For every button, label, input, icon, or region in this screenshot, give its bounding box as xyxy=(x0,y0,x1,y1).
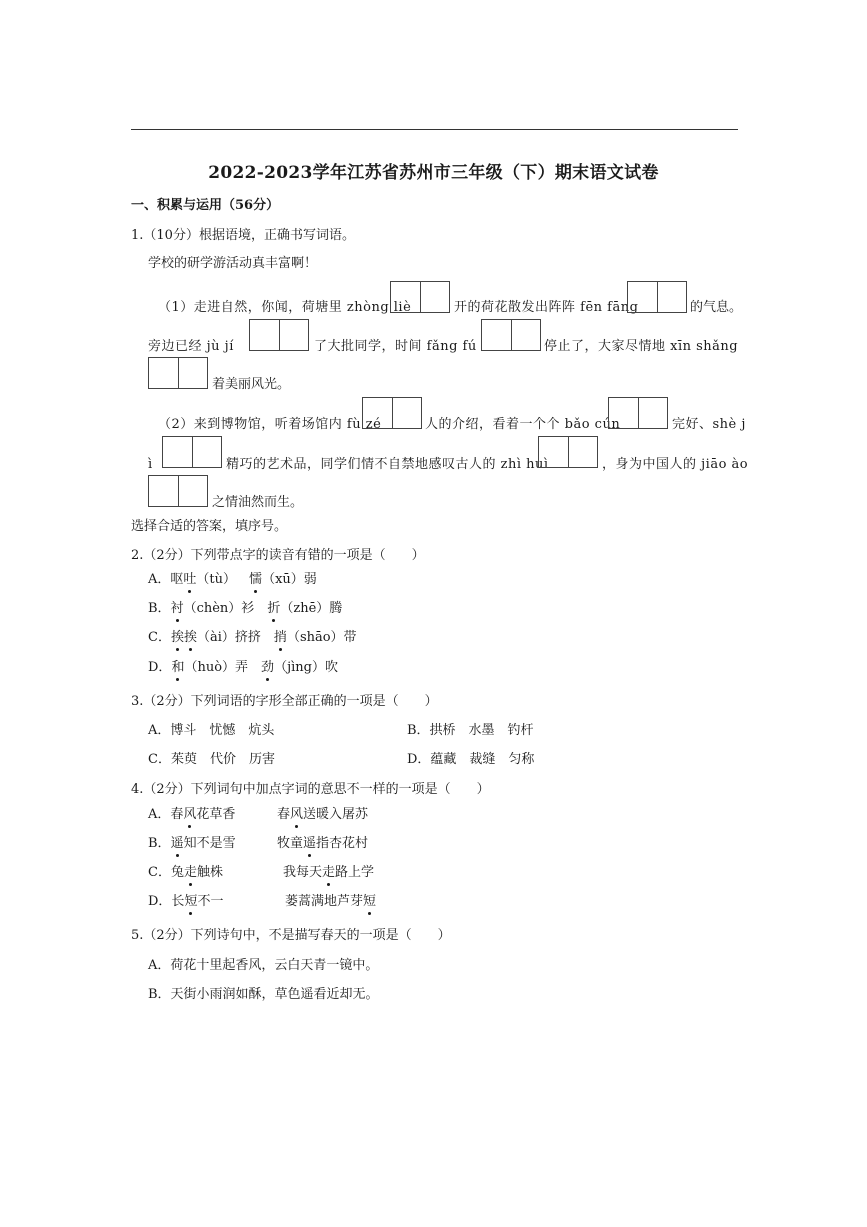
answer-box[interactable] xyxy=(162,436,222,468)
q5-option-b[interactable]: B．天街小雨润如酥，草色遥看近却无。 xyxy=(148,987,379,1002)
q3-option-a[interactable]: A．博斗 忧憾 炕头 xyxy=(148,723,275,738)
q1-text: 之情油然而生。 xyxy=(212,495,304,510)
q2-option-a[interactable]: A．呕吐（tù） 懦（xū）弱 xyxy=(148,570,317,590)
q1-intro: 学校的研学游活动真丰富啊！ xyxy=(148,256,318,271)
q4-heading: 4.（2分）下列词句中加点字词的意思不一样的一项是（ ） xyxy=(131,782,490,797)
q2-heading: 2.（2分）下列带点字的读音有错的一项是（ ） xyxy=(131,548,425,563)
q1-text: ì xyxy=(148,457,153,472)
q4-option-a[interactable]: A．春风花草香 春风送暖入屠苏 xyxy=(148,805,368,825)
q4-option-b[interactable]: B．遥知不是雪 牧童遥指杏花村 xyxy=(148,834,368,854)
q1-text: ，身为中国人的 jiāo ào xyxy=(602,457,749,472)
q4-option-c[interactable]: C．兔走触株 我每天走路上学 xyxy=(148,863,374,883)
q2-option-b[interactable]: B．衬（chèn）衫 折（zhē）腾 xyxy=(148,599,342,619)
q1-text: 停止了，大家尽情地 xīn shǎng xyxy=(544,339,739,354)
section-heading: 一、积累与运用（56分） xyxy=(131,198,280,213)
q5-heading: 5.（2分）下列诗句中，不是描写春天的一项是（ ） xyxy=(131,928,451,943)
q1-text: 了大批同学，时间 fǎng fú xyxy=(314,339,477,354)
q1-text: 精巧的艺术品，同学们情不自禁地感叹古人的 zhì huì xyxy=(226,457,549,472)
header-rule xyxy=(131,129,738,130)
answer-box[interactable] xyxy=(627,281,687,313)
q1-text: （2）来到博物馆，听着场馆内 fù zé xyxy=(158,417,382,432)
answer-box[interactable] xyxy=(390,281,450,313)
q1-text: （1）走进自然，你闻，荷塘里 zhòng liè xyxy=(158,300,412,315)
answer-box[interactable] xyxy=(249,319,309,351)
q2-option-c[interactable]: C．挨挨（ài）挤挤 捎（shāo）带 xyxy=(148,628,357,648)
q3-option-b[interactable]: B．拱桥 水墨 钓杆 xyxy=(407,723,534,738)
q1-text: 完好、shè j xyxy=(672,417,746,432)
answer-box[interactable] xyxy=(608,397,668,429)
q1-text: 人的介绍，看着一个个 bǎo cún xyxy=(425,417,621,432)
q1-text: 开的荷花散发出阵阵 fēn fāng xyxy=(454,300,639,315)
q1-heading: 1.（10分）根据语境，正确书写词语。 xyxy=(131,228,355,243)
answer-box[interactable] xyxy=(362,397,422,429)
q2-option-d[interactable]: D．和（huò）弄 劲（jìng）吹 xyxy=(148,658,338,678)
q3-option-d[interactable]: D．蕴藏 裁缝 匀称 xyxy=(407,752,535,767)
q1-text: 旁边已经 jù jí xyxy=(148,339,234,354)
q3-heading: 3.（2分）下列词语的字形全部正确的一项是（ ） xyxy=(131,694,438,709)
page-title: 2022-2023学年江苏省苏州市三年级（下）期末语文试卷 xyxy=(208,163,659,183)
q1-text: 着美丽风光。 xyxy=(212,377,291,392)
q4-option-d[interactable]: D．长短不一 蒌蒿满地芦芽短 xyxy=(148,892,376,912)
q3-option-c[interactable]: C．茱萸 代价 历害 xyxy=(148,752,275,767)
q5-option-a[interactable]: A．荷花十里起香风，云白天青一镜中。 xyxy=(148,958,379,973)
q1-text: 的气息。 xyxy=(690,300,743,315)
instruction: 选择合适的答案，填序号。 xyxy=(131,519,288,534)
answer-box[interactable] xyxy=(148,357,208,389)
answer-box[interactable] xyxy=(148,475,208,507)
answer-box[interactable] xyxy=(538,436,598,468)
answer-box[interactable] xyxy=(481,319,541,351)
